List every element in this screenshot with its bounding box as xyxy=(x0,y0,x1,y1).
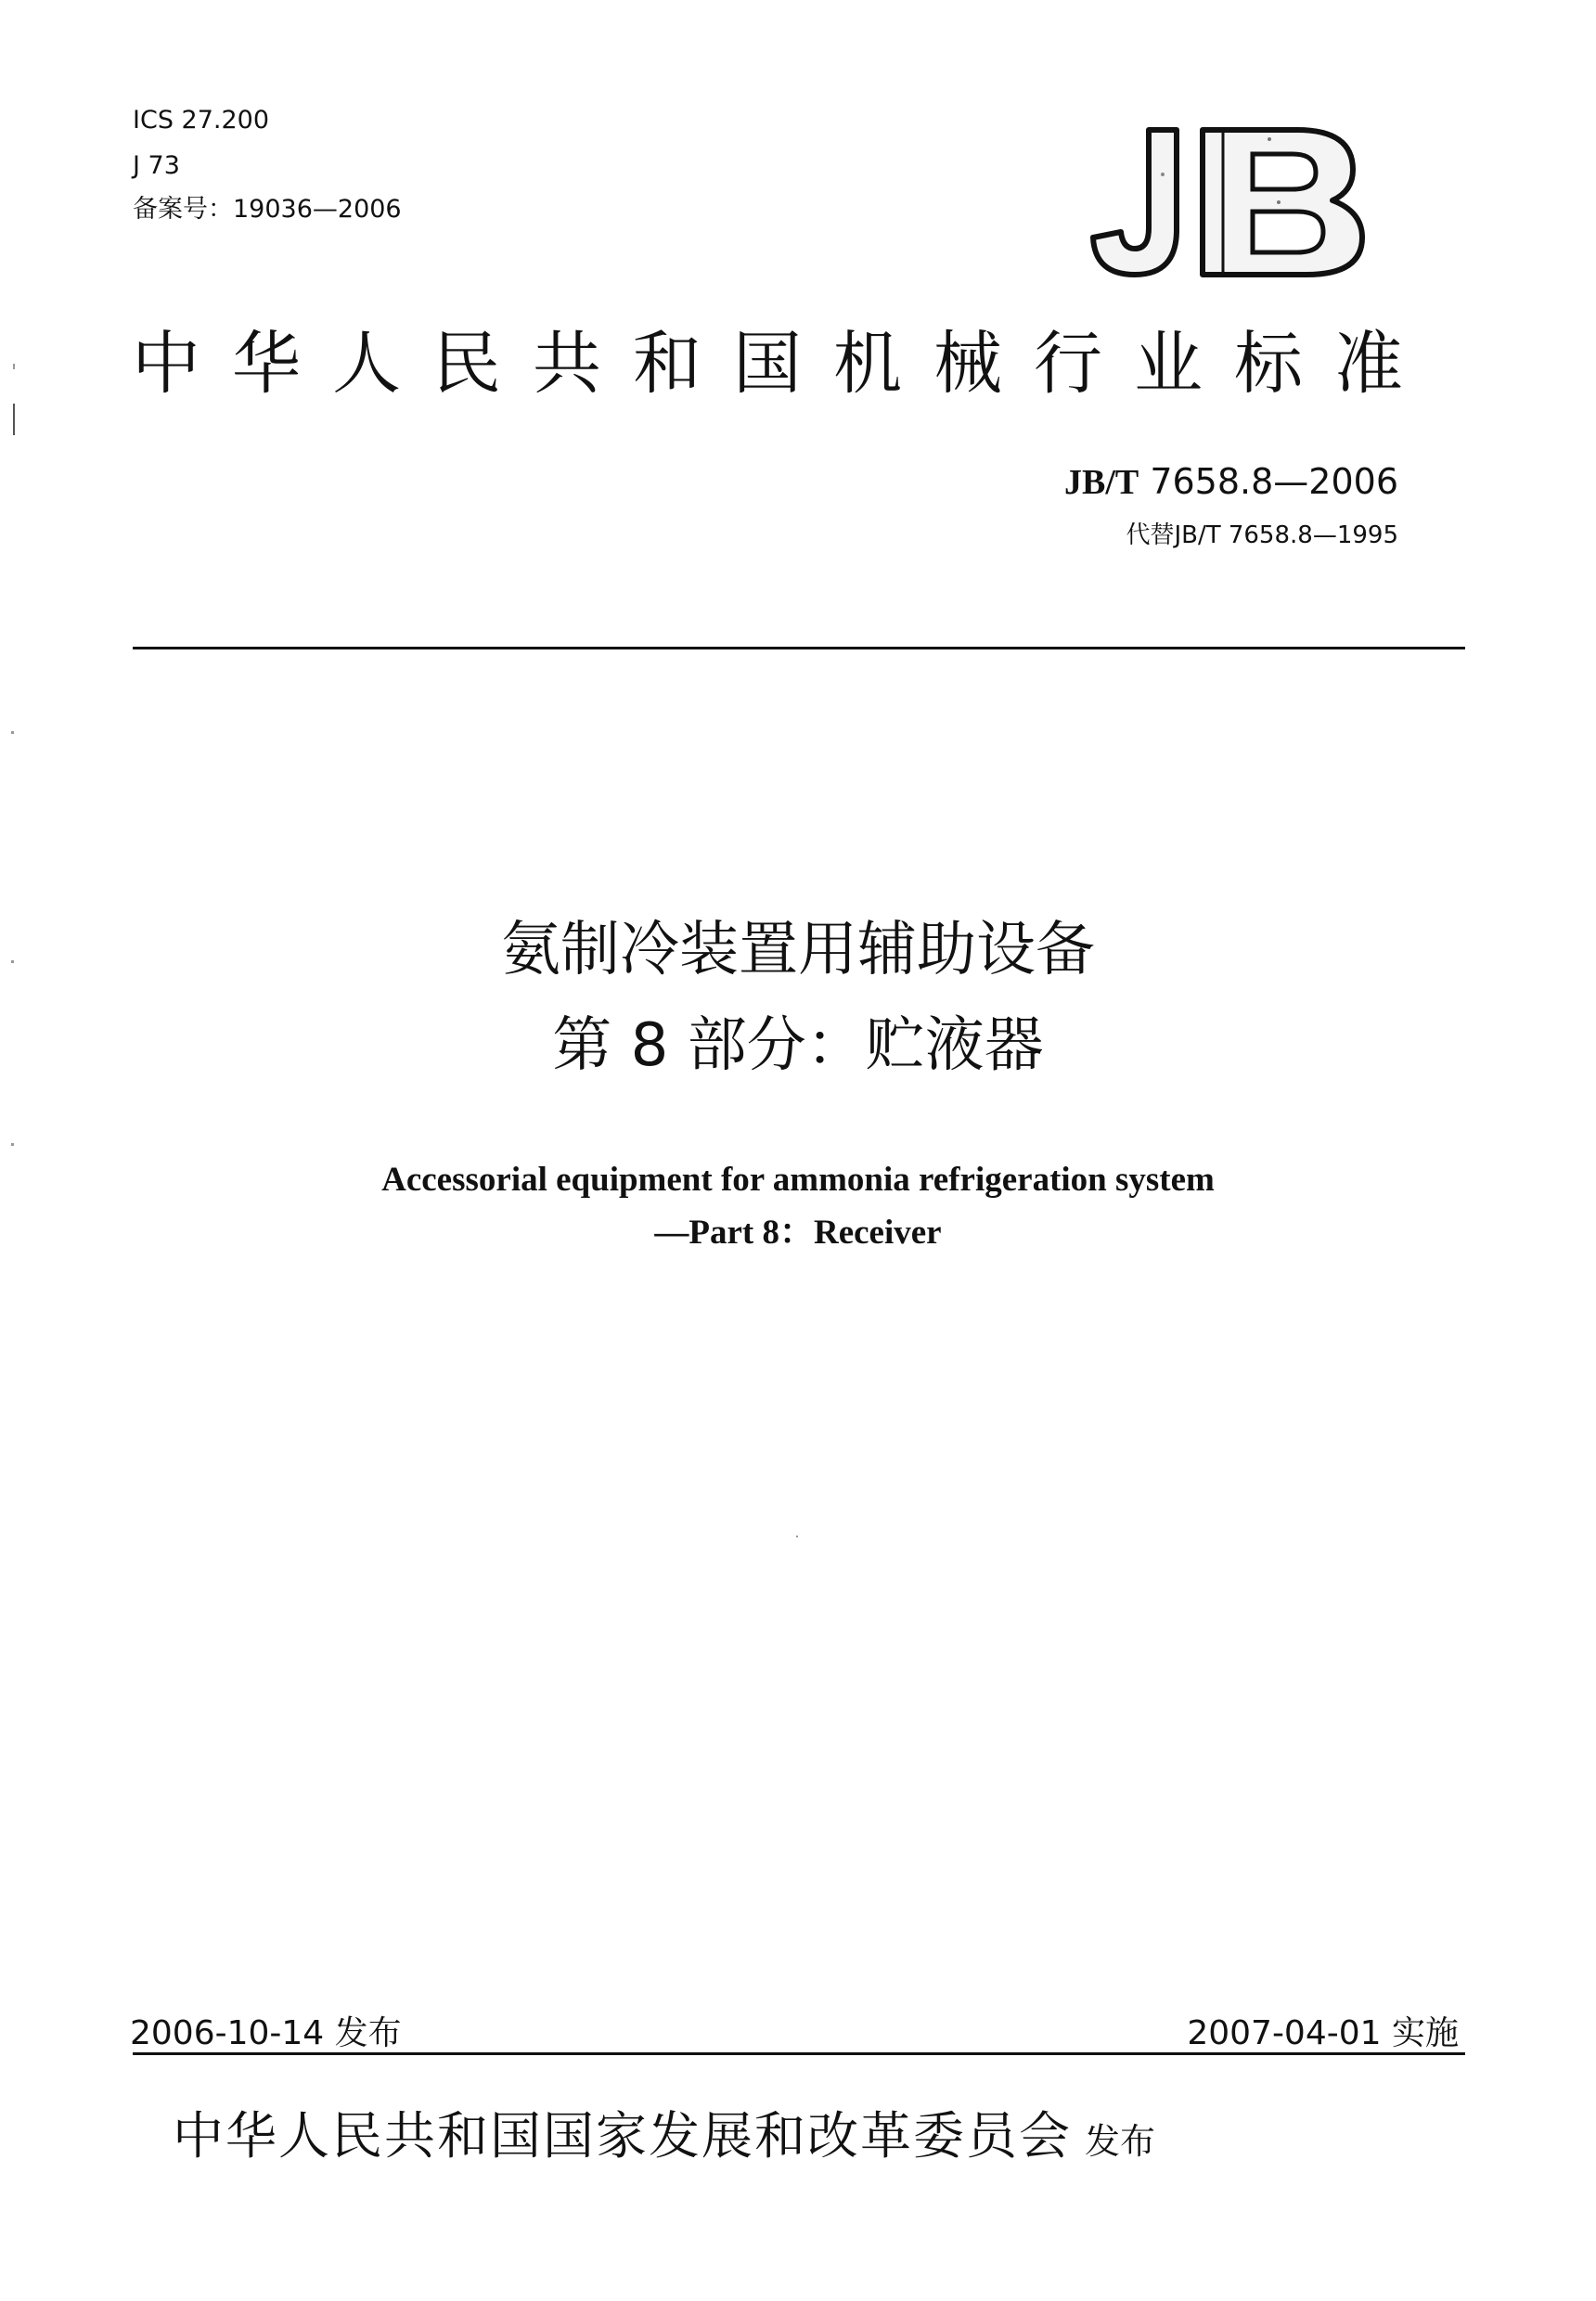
bottom-divider xyxy=(133,2052,1465,2055)
title-en-line1: Accessorial equipment for ammonia refrigeration system xyxy=(381,1161,1215,1199)
scan-speck xyxy=(11,960,14,963)
title-en-line2: —Part 8：Receiver xyxy=(654,1214,942,1252)
title-cn-line2: 第 8 部分：贮液器 xyxy=(552,1011,1044,1080)
scan-speck xyxy=(11,731,14,734)
ics-code: ICS 27.200 xyxy=(133,106,270,135)
ccs-code: J 73 xyxy=(133,151,180,180)
implementation-date: 2007-04-01 实施 xyxy=(1187,2014,1459,2052)
scan-speck xyxy=(13,364,15,369)
scan-speck xyxy=(796,1536,798,1537)
scan-speck xyxy=(11,1143,14,1146)
issue-date: 2006-10-14 发布 xyxy=(130,2014,402,2052)
standard-number-prefix: JB/T xyxy=(1064,463,1139,502)
publisher-verb: 发布 xyxy=(1085,2121,1156,2162)
standard-number xyxy=(1064,461,1398,503)
scan-speck xyxy=(13,404,15,435)
replaces-standard: 代替JB/T 7658.8—1995 xyxy=(1126,521,1398,549)
standard-type-heading: 中华人民共和国机械行业标准 xyxy=(132,324,1435,404)
jb-logo xyxy=(1084,119,1399,286)
publisher xyxy=(173,2106,1156,2166)
publisher-org: 中华人民共和国国家发展和改革委员会 xyxy=(173,2106,1073,2166)
title-cn-line1: 氨制冷装置用辅助设备 xyxy=(501,916,1095,984)
filing-number: 备案号：19036—2006 xyxy=(133,195,402,224)
standard-number-value: 7658.8—2006 xyxy=(1139,461,1398,502)
top-divider xyxy=(133,647,1465,649)
